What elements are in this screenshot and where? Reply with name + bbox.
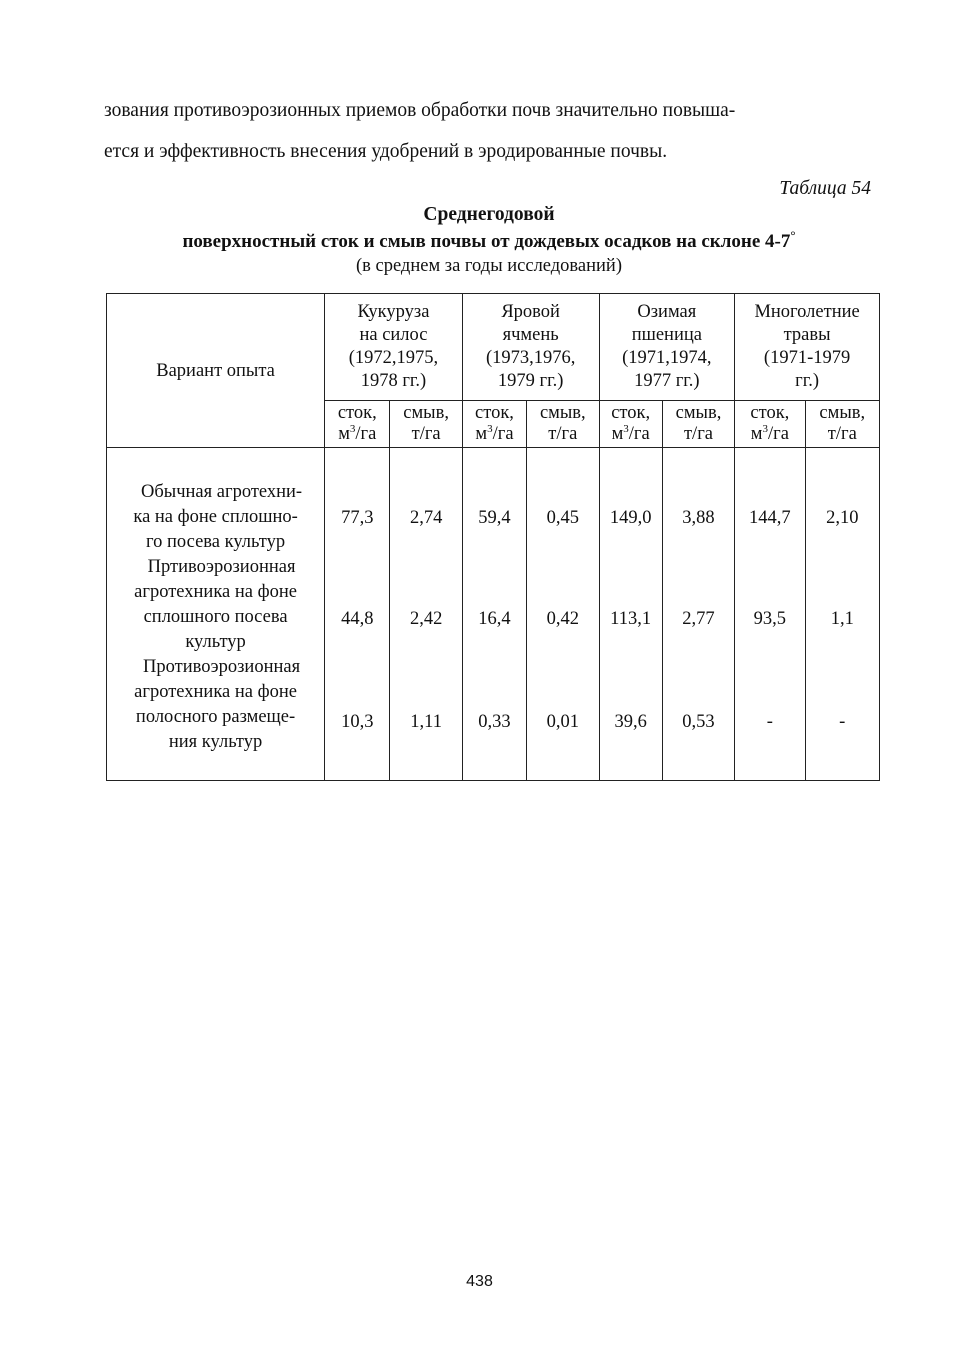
values-column <box>735 448 805 781</box>
paragraph-text: ется и эффективность внесения удобрений в эродированные почвы. <box>104 141 668 162</box>
table-title-line-2 <box>104 227 874 253</box>
unit-header-smyv: смыв, т/га <box>662 401 734 448</box>
crop-header-corn: Кукуруза на силос (1972,1975, 1978 гг.) <box>325 294 463 401</box>
table-title-text: поверхностный сток и смыв почвы от дождевых осадков на склоне 4-7 <box>182 231 791 252</box>
unit-header-smyv: смыв, т/га <box>805 401 879 448</box>
table-cell: 10,3 <box>341 712 374 732</box>
paragraph-line-2 <box>104 141 874 162</box>
table-subtitle: (в среднем за годы исследований) <box>355 256 622 276</box>
table-cell: 0,33 <box>478 712 511 732</box>
table-cell: - <box>839 712 846 732</box>
page-number: 438 <box>466 1273 493 1290</box>
crop-header-spring-barley: Яровой ячмень (1973,1976, 1979 гг.) <box>462 294 599 401</box>
table-cell: 59,4 <box>478 508 511 528</box>
variant-labels-cell <box>107 448 325 781</box>
table-cell: 1,11 <box>410 712 442 732</box>
table-cell: 0,01 <box>546 712 579 732</box>
table-cell: 144,7 <box>749 508 791 528</box>
values-column <box>325 448 390 781</box>
table-cell: 44,8 <box>341 609 374 629</box>
data-table <box>106 293 880 781</box>
table-cell: 2,77 <box>682 609 715 629</box>
table-cell: 93,5 <box>753 609 787 629</box>
table-cell: 2,10 <box>826 508 859 528</box>
table-cell: 0,53 <box>682 712 715 732</box>
values-column <box>390 448 462 781</box>
table-cell: 77,3 <box>341 508 374 528</box>
unit-header-smyv: смыв, т/га <box>390 401 462 448</box>
values-column <box>527 448 599 781</box>
unit-header-stok: сток, $м^3/га$ <box>325 401 390 448</box>
unit-header-stok: сток, $м^3/га$ <box>462 401 526 448</box>
values-column <box>805 448 879 781</box>
table-cell: 2,42 <box>409 609 443 629</box>
crop-header-winter-wheat: Озимая пшеница (1971,1974, 1977 гг.) <box>599 294 735 401</box>
crop-header-perennial-grasses: Многолетние травы (1971-1979 гг.) <box>735 294 880 401</box>
table-cell: 16,4 <box>478 609 511 629</box>
table-title-line-1: Среднегодовой <box>423 204 555 225</box>
row-label-conventional: Обычная агротехни- ка на фоне сплошно- го посева культур <box>133 481 303 552</box>
row-label-antierosion-solid: Пртивоэрозионная агротехника на фоне сплошного посева культур <box>134 556 297 652</box>
values-column <box>599 448 662 781</box>
unit-header-stok: сток, $м^3/га$ <box>735 401 805 448</box>
table-cell: 39,6 <box>614 712 647 732</box>
table-cell: 113,1 <box>610 609 652 629</box>
table-cell: 149,0 <box>609 508 652 528</box>
paragraph-line-1 <box>104 100 874 121</box>
table-cell: 0,42 <box>546 609 579 629</box>
table-cell: 0,45 <box>546 508 579 528</box>
paragraph-text: зования противоэрозионных приемов обработки почв значительно повыша- <box>104 100 736 121</box>
values-column <box>462 448 526 781</box>
row-label-antierosion-strip: Противоэрозионная агротехника на фоне полосного размеще- ния культур <box>134 656 301 752</box>
degree-sign: ° <box>790 227 796 243</box>
variant-header: Вариант опыта <box>107 294 325 448</box>
values-column <box>662 448 734 781</box>
table-cell: 3,88 <box>682 508 715 528</box>
table-label: Таблица 54 <box>779 178 871 199</box>
unit-header-stok: сток, $м^3/га$ <box>599 401 662 448</box>
table-cell: - <box>766 712 773 732</box>
table-cell: 2,74 <box>409 508 443 528</box>
unit-header-smyv: смыв, т/га <box>527 401 599 448</box>
table-cell: 1,1 <box>830 609 854 629</box>
